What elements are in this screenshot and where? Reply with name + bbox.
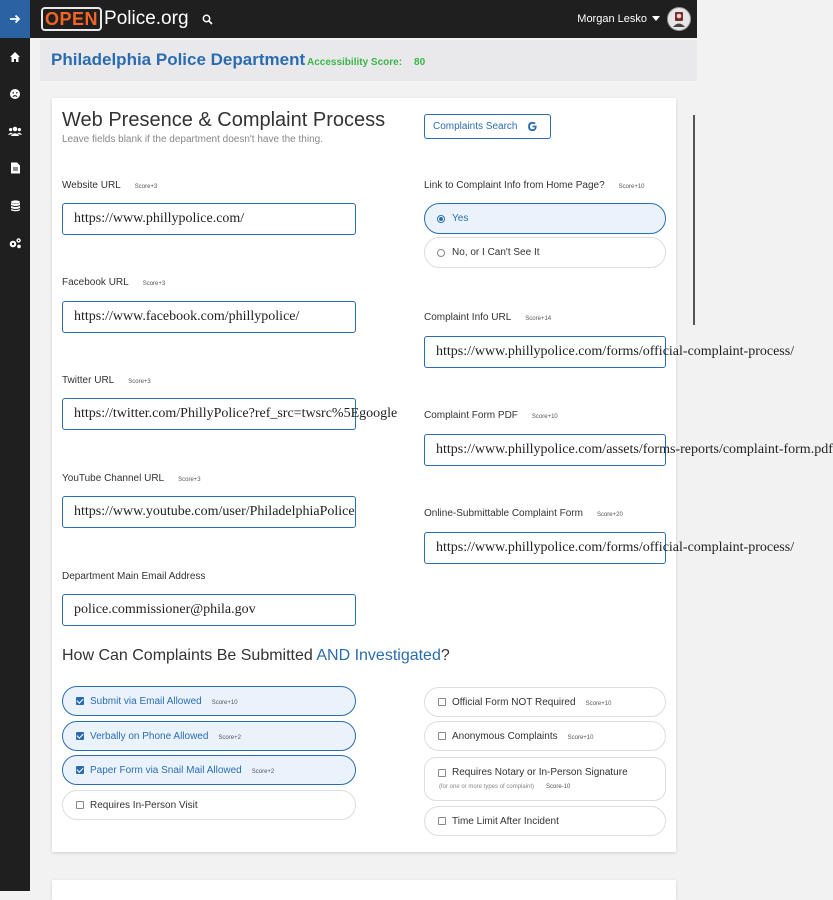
facebook-url-label [62, 277, 165, 288]
snail-mail-label: Paper Form via Snail Mail Allowed [90, 764, 242, 776]
notary-signature-label: Requires Notary or In-Person Signature [452, 767, 628, 778]
scrollbar[interactable] [693, 115, 695, 325]
phone-allowed-checkbox[interactable] [62, 721, 356, 751]
logo-rest-text: Police.org [104, 8, 189, 29]
snail-mail-score: Score+2 [251, 768, 275, 775]
in-person-visit-checkbox[interactable] [62, 790, 356, 820]
facebook-url-input[interactable]: https://www.facebook.com/phillypolice/ [62, 301, 356, 333]
sidebar-item-home[interactable] [0, 42, 30, 72]
time-limit-checkbox[interactable] [424, 806, 666, 836]
email-label [62, 571, 205, 582]
notary-signature-score: Score-10 [546, 784, 571, 790]
link-home-yes-label: Yes [452, 213, 469, 224]
facebook-url-label-text: Facebook URL [62, 277, 129, 288]
checkbox-empty-icon [438, 769, 446, 777]
radio-selected-icon [437, 215, 445, 223]
radio-empty-icon [437, 249, 445, 257]
twitter-url-label-text: Twitter URL [62, 375, 115, 386]
complaints-search-button[interactable] [424, 114, 551, 139]
in-person-visit-label: Requires In-Person Visit [90, 799, 198, 811]
link-home-label-text: Link to Complaint Info from Home Page? [424, 180, 605, 191]
department-name[interactable]: Philadelphia Police Department [51, 50, 306, 69]
complaint-pdf-input[interactable]: https://www.phillypolice.com/assets/forms-reports/complaint-form.pdf [424, 434, 666, 466]
openpolice-logo[interactable] [41, 6, 189, 32]
department-header [40, 40, 697, 81]
submission-heading-part-c: ? [440, 647, 450, 664]
official-form-label: Official Form NOT Required [452, 696, 576, 708]
anonymous-complaints-checkbox[interactable] [424, 721, 666, 751]
sidebar-item-settings[interactable] [0, 228, 30, 258]
notary-signature-checkbox[interactable] [424, 757, 666, 801]
email-allowed-checkbox[interactable] [62, 686, 356, 716]
user-menu-name[interactable]: Morgan Lesko [577, 13, 647, 25]
snail-mail-checkbox[interactable] [62, 755, 356, 785]
checkbox-checked-icon [76, 697, 84, 705]
checkbox-empty-icon [438, 698, 446, 706]
complaint-info-score: Score+14 [525, 316, 552, 322]
anonymous-complaints-label: Anonymous Complaints [452, 730, 558, 742]
twitter-url-score: Score+3 [128, 379, 151, 385]
website-url-label [62, 180, 157, 191]
checkbox-checked-icon [76, 732, 84, 740]
website-url-score: Score+3 [134, 184, 158, 190]
link-home-no-radio[interactable] [424, 237, 666, 268]
next-card [52, 880, 676, 900]
twitter-url-input[interactable]: https://twitter.com/PhillyPolice?ref_src=twsrc%5Egoogle [62, 398, 356, 430]
sidebar [0, 0, 30, 891]
email-allowed-score: Score+10 [211, 699, 238, 706]
website-url-input[interactable]: https://www.phillypolice.com/ [62, 203, 356, 235]
top-navbar [30, 0, 697, 38]
checkbox-empty-icon [438, 732, 446, 740]
accessibility-score-value: 80 [414, 57, 426, 68]
checkbox-empty-icon [76, 801, 84, 809]
sidebar-item-complaints[interactable] [0, 79, 30, 109]
sidebar-item-database[interactable] [0, 191, 30, 221]
website-url-label-text: Website URL [62, 180, 121, 191]
checkbox-empty-icon [438, 817, 446, 825]
complaint-info-label [424, 312, 551, 323]
submission-heading-part-a: How Can Complaints Be Submitted [62, 647, 317, 664]
complaint-pdf-score: Score+10 [531, 414, 558, 420]
complaint-pdf-label [424, 410, 558, 421]
twitter-url-label [62, 375, 151, 386]
online-form-score: Score+20 [596, 512, 623, 518]
home-icon [9, 51, 21, 63]
link-home-no-label: No, or I Can't See It [452, 247, 540, 258]
official-form-score: Score+10 [585, 700, 612, 707]
sidebar-toggle-button[interactable] [0, 0, 30, 38]
online-form-input[interactable]: https://www.phillypolice.com/forms/official-complaint-process/ [424, 532, 666, 564]
email-field[interactable]: police.commissioner@phila.gov [62, 594, 356, 626]
link-home-label [424, 180, 645, 191]
complaint-pdf-label-text: Complaint Form PDF [424, 410, 518, 421]
notary-signature-hint: (for one or more types of complaint) [439, 784, 535, 790]
section-subtitle: Leave fields blank if the department doesn't have the thing. [62, 134, 323, 145]
sidebar-item-users[interactable] [0, 116, 30, 146]
official-form-not-required-checkbox[interactable] [424, 687, 666, 717]
email-allowed-label: Submit via Email Allowed [90, 695, 202, 707]
time-limit-label: Time Limit After Incident [452, 815, 559, 827]
link-home-yes-radio[interactable] [424, 203, 666, 234]
youtube-url-score: Score+3 [178, 477, 201, 483]
cogs-icon [8, 237, 22, 249]
email-label-text: Department Main Email Address [62, 571, 206, 582]
user-avatar-icon [672, 11, 686, 27]
phone-allowed-score: Score+2 [218, 734, 241, 741]
anonymous-complaints-score: Score+10 [567, 734, 594, 741]
search-icon [202, 14, 213, 25]
link-home-score: Score+10 [618, 184, 645, 190]
logo-open-text: OPEN [41, 7, 102, 31]
submission-heading [62, 647, 450, 665]
complaint-info-url-input[interactable]: https://www.phillypolice.com/forms/official-complaint-process/ [424, 336, 666, 368]
document-icon [10, 162, 21, 174]
avatar[interactable] [667, 7, 691, 31]
section-title: Web Presence & Complaint Process [62, 109, 386, 131]
complaint-info-label-text: Complaint Info URL [424, 312, 512, 323]
arrow-right-icon [9, 13, 21, 25]
complaints-search-label: Complaints Search [433, 121, 518, 132]
facebook-url-score: Score+3 [142, 281, 166, 287]
phone-allowed-label: Verbally on Phone Allowed [90, 730, 209, 742]
youtube-url-input[interactable]: https://www.youtube.com/user/PhiladelphiaPolice [62, 496, 356, 528]
checkbox-checked-icon [76, 766, 84, 774]
submission-heading-accent: AND Investigated [316, 647, 441, 664]
accessibility-score-label: Accessibility Score: [307, 57, 403, 68]
users-icon [8, 125, 22, 137]
online-form-label [424, 508, 623, 519]
online-form-label-text: Online-Submittable Complaint Form [424, 508, 583, 519]
database-icon [10, 200, 21, 212]
chevron-down-icon[interactable] [652, 16, 660, 21]
youtube-url-label-text: YouTube Channel URL [62, 473, 165, 484]
frown-face-icon [9, 88, 21, 100]
search-button[interactable] [202, 12, 213, 30]
google-icon [527, 121, 538, 132]
sidebar-item-documents[interactable] [0, 153, 30, 183]
youtube-url-label [62, 473, 201, 484]
accessibility-score [307, 57, 425, 68]
